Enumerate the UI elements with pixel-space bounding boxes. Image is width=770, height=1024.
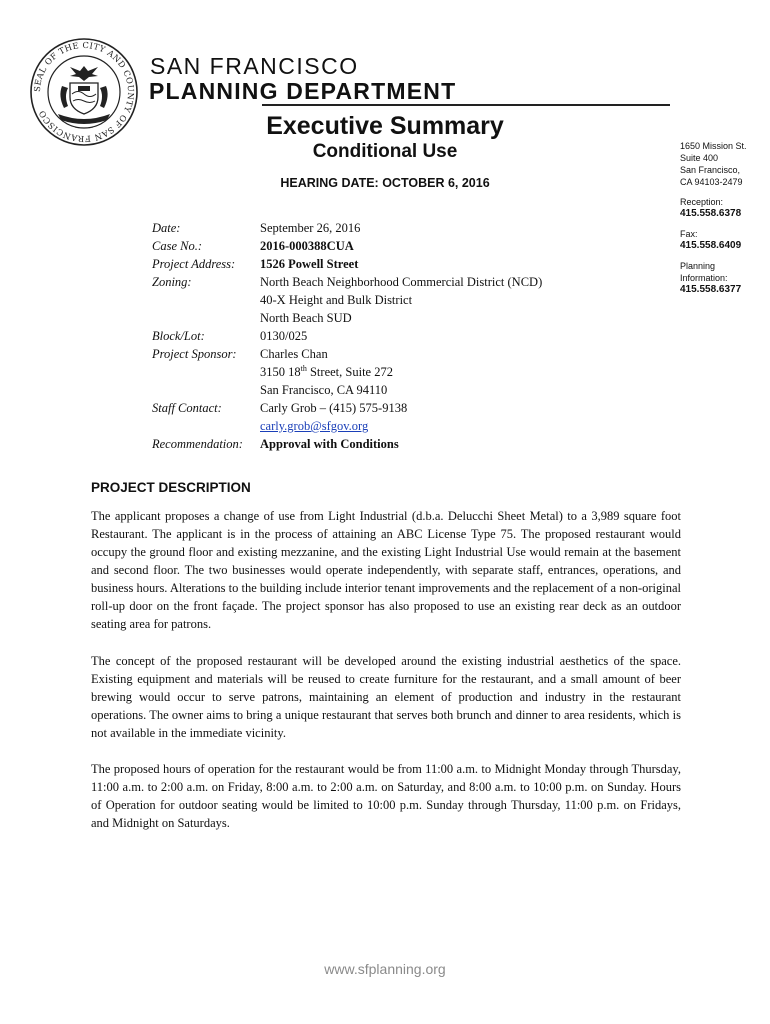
info-row-sponsor xyxy=(152,345,672,363)
recommendation-value: Approval with Conditions xyxy=(260,437,399,451)
info-row-zoning-cont xyxy=(152,291,672,309)
info-row-case xyxy=(152,237,672,255)
case-info-block xyxy=(152,219,672,453)
info-row-staff xyxy=(152,399,672,417)
fax-number: 415.558.6409 xyxy=(680,240,742,251)
info-row-zoning-cont xyxy=(152,309,672,327)
reception-number: 415.558.6378 xyxy=(680,208,742,219)
document-subtitle: Conditional Use xyxy=(312,141,458,162)
fax-label: Fax: xyxy=(680,229,698,239)
date-label: Date: xyxy=(152,221,181,235)
info-row-email xyxy=(152,417,672,435)
info-row-recommendation xyxy=(152,435,672,453)
zoning-label: Zoning: xyxy=(152,275,192,289)
staff-contact: Carly Grob – (415) 575-9138 xyxy=(260,401,408,415)
section-heading: PROJECT DESCRIPTION xyxy=(91,480,251,495)
case-label: Case No.: xyxy=(152,239,202,253)
svg-text:SEAL OF THE CITY AND COUNTY OF: SEAL OF THE CITY AND COUNTY OF SAN FRANCISCO xyxy=(31,39,137,145)
contact-column xyxy=(680,140,766,296)
description-paragraph: The proposed hours of operation for the restaurant would be from 11:00 a.m. to Midnight Monday through Thursday, 11:00 a.m. to 2:00 a.m. on Friday, 8:00 a.m. to 2:00 a.m. on Saturday, and 8:00 a.m. to 10:00 p.m. on Sunday. Hours of Operation for outdoor seating would be limited to 10:00 p.m. Sunday through Thursday, 11:00 p.m. on Fridays, and Midnight on Saturdays. xyxy=(91,762,681,830)
info-row-zoning xyxy=(152,273,672,291)
city-seal-logo xyxy=(28,36,140,148)
info-row-address xyxy=(152,255,672,273)
recommendation-label: Recommendation: xyxy=(152,437,243,451)
address-label: Project Address: xyxy=(152,257,236,271)
sponsor-street: 3150 18th Street, Suite 272 xyxy=(260,363,393,379)
sponsor-label: Project Sponsor: xyxy=(152,347,237,361)
block-lot-value: 0130/025 xyxy=(260,329,308,343)
info-row-block xyxy=(152,327,672,345)
sponsor-city: San Francisco, CA 94110 xyxy=(260,383,388,397)
planning-info-number: 415.558.6377 xyxy=(680,284,742,295)
staff-email-link[interactable]: carly.grob@sfgov.org xyxy=(260,419,369,433)
planning-label-line: Planning xyxy=(680,261,716,271)
address-line: CA 94103-2479 xyxy=(680,177,743,187)
header-divider xyxy=(262,104,670,106)
description-paragraph: The applicant proposes a change of use from Light Industrial (d.b.a. Delucchi Sheet Metal) to a 3,989 square foot Restaurant. The applicant is in the process of attaining an ABC License Type 75. The proposed restaurant would occupy the ground floor and existing mezzanine, and the existing Light Industrial Use would remain at the basement and second floor. The two businesses would operate independently, with separate staff, entrances, operations, and business hours. Alterations to the building include interior tenant improvements and the replacement of a non-original roll-up door on the front façade. The project sponsor has also proposed to use an existing rear deck as an outdoor seating area for patrons. xyxy=(91,509,681,631)
info-row-sponsor-street xyxy=(152,363,672,381)
address-line: San Francisco, xyxy=(680,165,741,175)
block-lot-label: Block/Lot: xyxy=(152,329,205,343)
reception-label: Reception: xyxy=(680,197,724,207)
org-name-line1: SAN FRANCISCO xyxy=(150,53,359,79)
case-number: 2016-000388CUA xyxy=(260,239,354,253)
zoning-line: North Beach Neighborhood Commercial District (NCD) xyxy=(260,275,543,289)
document-title: Executive Summary xyxy=(266,112,504,140)
description-paragraph: The concept of the proposed restaurant will be developed around the existing industrial aesthetics of the space. Existing equipment and materials will be reused to create furniture for the restaurant, and a small amount of beer brewing would occur to serve patrons, maintaining an element of production and industry in the restaurant operations. The owner aims to bring a unique restaurant that serves both brunch and dinner to area residents, which is not available in the immediate vicinity. xyxy=(91,654,681,740)
footer-website: www.sfplanning.org xyxy=(324,961,446,977)
date-value: September 26, 2016 xyxy=(260,221,361,235)
info-row-date xyxy=(152,219,672,237)
info-row-sponsor-city xyxy=(152,381,672,399)
project-address: 1526 Powell Street xyxy=(260,257,359,271)
zoning-line: 40-X Height and Bulk District xyxy=(260,293,413,307)
address-line: Suite 400 xyxy=(680,153,719,163)
address-line: 1650 Mission St. xyxy=(680,141,747,151)
hearing-date: HEARING DATE: OCTOBER 6, 2016 xyxy=(280,176,490,190)
zoning-line: North Beach SUD xyxy=(260,311,352,325)
planning-label-line: Information: xyxy=(680,273,728,283)
planning-info-label xyxy=(680,260,766,284)
staff-label: Staff Contact: xyxy=(152,401,222,415)
department-address xyxy=(680,140,766,188)
org-name-line2: PLANNING DEPARTMENT xyxy=(149,78,457,104)
sponsor-name: Charles Chan xyxy=(260,347,328,361)
